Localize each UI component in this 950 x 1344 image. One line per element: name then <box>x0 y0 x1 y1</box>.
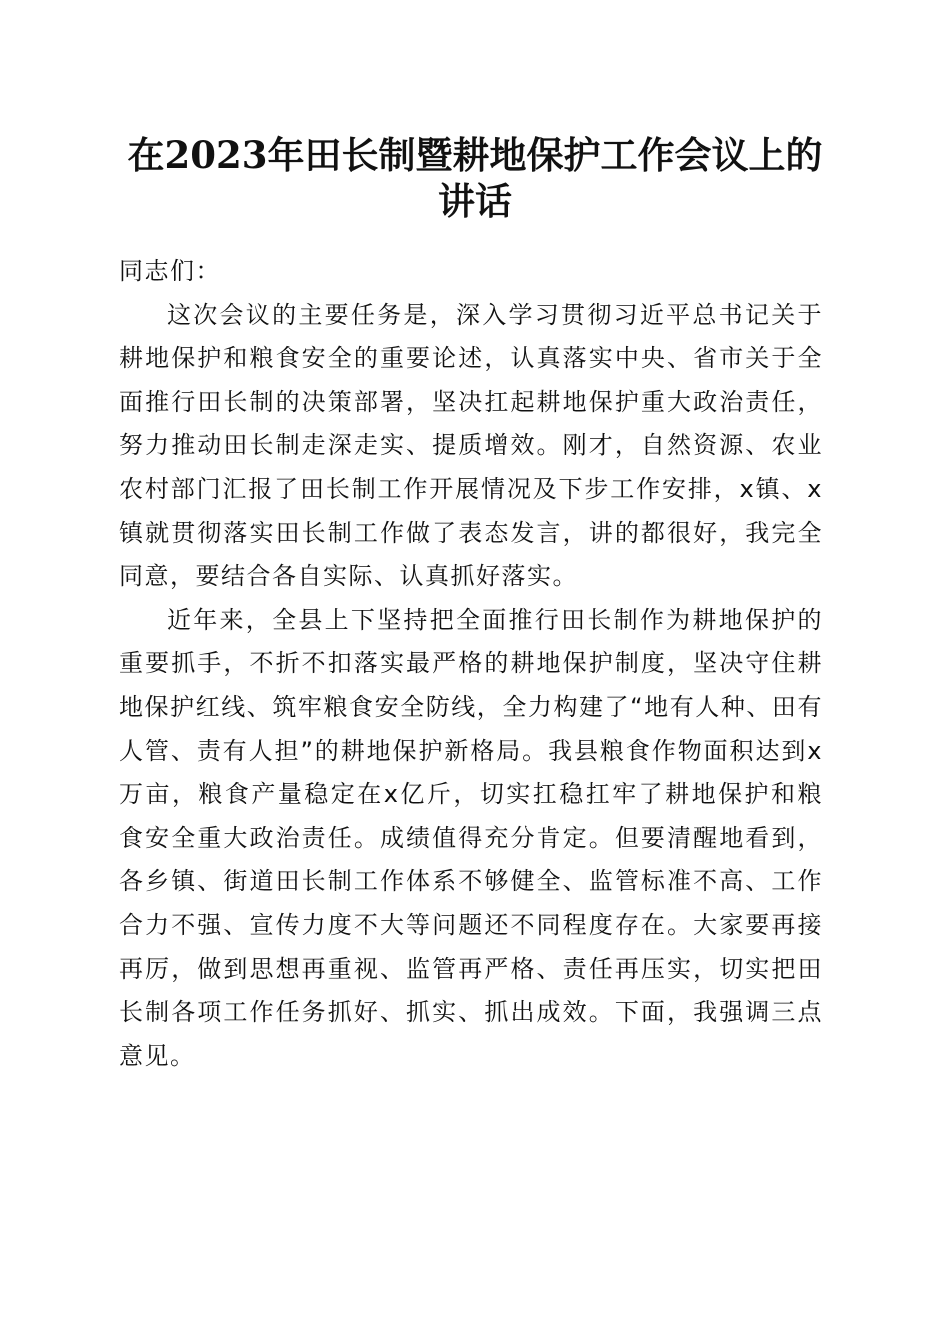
paragraph-intro: 这次会议的主要任务是，深入学习贯彻习近平总书记关于耕地保护和粮食安全的重要论述，认真落实中央、省市关于全面推行田长制的决策部署，坚决扛起耕地保护重大政治责任，努力推动田长制走深走实、提质增效。刚才，自然资源、农业农村部门汇报了田长制工作开展情况及下步工作安排，x镇、x镇就贯彻落实田长制工作做了表态发言，讲的都很好，我完全同意，要结合各自实际、认真抓好落实。 <box>119 300 823 591</box>
salutation: 同志们： <box>119 257 221 285</box>
document-title: 在2023年田长制暨耕地保护工作会议上的讲话 <box>127 133 823 223</box>
document-body <box>119 250 823 1078</box>
paragraph-achievements: 近年来，全县上下坚持把全面推行田长制作为耕地保护的重要抓手，不折不扣落实最严格的耕地保护制度，坚决守住耕地保护红线、筑牢粮食安全防线，全力构建了“地有人种、田有人管、责有人担”的耕地保护新格局。我县粮食作物面积达到x万亩，粮食产量稳定在x亿斤，切实扛稳扛牢了耕地保护和粮食安全重大政治责任。成绩值得充分肯定。但要清醒地看到，各乡镇、街道田长制工作体系不够健全、监管标准不高、工作合力不强、宣传力度不大等问题还不同程度存在。大家要再接再厉，做到思想再重视、监管再严格、责任再压实，切实把田长制各项工作任务抓好、抓实、抓出成效。下面，我强调三点意见。 <box>119 605 823 1070</box>
